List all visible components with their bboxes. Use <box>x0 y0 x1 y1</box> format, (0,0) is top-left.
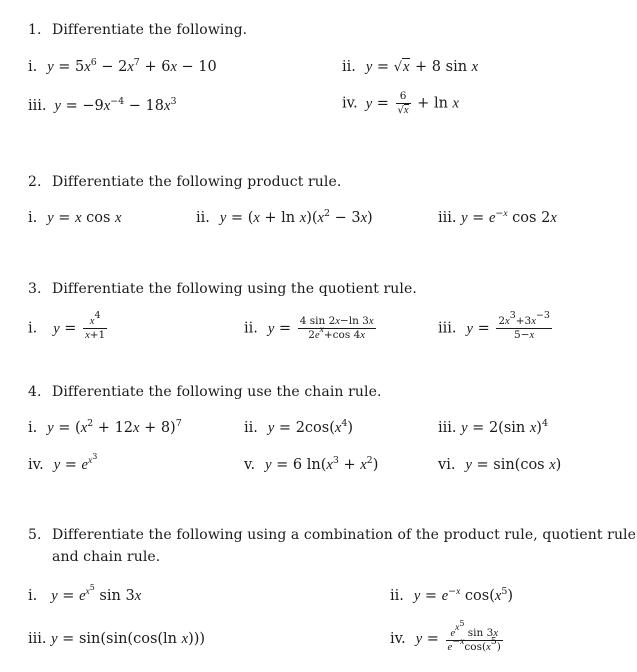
item-label: i. <box>28 59 38 75</box>
item-label: i. <box>28 588 38 604</box>
item-label: ii. <box>390 588 404 604</box>
item-label: ii. <box>244 320 258 337</box>
exercise-1-i: i. $y = 5x^6 - 2x^7 + 6x - 10$ <box>28 57 217 75</box>
exercise-1-iii: iii. $y = -9x^{-4} - 18x^3$ <box>28 96 177 114</box>
item-label: v. <box>244 457 256 473</box>
heading-text: Differentiate the following. <box>52 22 248 38</box>
item-label: i. <box>28 320 38 337</box>
heading-text: Differentiate the following product rule. <box>52 174 342 190</box>
heading-text: Differentiate the following using the quotient rule. <box>52 281 417 297</box>
exercise-3-ii: ii. y = $\frac{4 \sin 2x-\ln 3x}{2e^x+\cos 4x}$ <box>244 315 374 341</box>
section-number: 1. <box>28 22 42 38</box>
item-label: iii. <box>438 320 457 337</box>
item-label: iii. <box>438 420 457 436</box>
item-label: iv. <box>342 95 358 112</box>
section-5-heading-continued: and chain rule. <box>52 549 161 565</box>
item-label: iv. <box>28 457 44 473</box>
item-label: iv. <box>390 631 406 647</box>
item-label: vi. <box>438 457 456 473</box>
item-label: iii. <box>438 210 457 226</box>
exercise-1-ii: ii. y = √x + 8 sin x <box>342 59 479 75</box>
heading-text: Differentiate the following use the chain rule. <box>52 384 382 400</box>
exercise-5-iii: iii. y = sin(sin(cos(ln x))) <box>28 631 206 647</box>
item-label: ii. <box>244 420 258 436</box>
exercise-4-iii: iii. y = 2(sin x)$^4$ <box>438 418 549 436</box>
exercise-4-v: v. y = 6 $\ln(x^3 + x^2)$ <box>244 455 379 473</box>
section-number: 3. <box>28 281 42 297</box>
item-label: iii. <box>28 98 47 114</box>
item-label: ii. <box>196 210 210 226</box>
section-1-heading <box>28 22 247 38</box>
item-label: ii. <box>342 59 356 75</box>
section-5-heading <box>28 527 636 543</box>
exercise-5-iv: iv. y = $\frac{e^{x^5} \sin 3x}{e^{-x}\cos(x^5)}$ <box>390 619 501 653</box>
item-label: i. <box>28 420 38 436</box>
exercise-2-i: i. y = x cos x <box>28 210 122 226</box>
exercise-5-ii: ii. $y = e^{-x}$ $\cos(x^5)$ <box>390 586 514 604</box>
exercise-4-iv: iv. $y = e^{x^3}$ <box>28 452 98 473</box>
item-label: iii. <box>28 631 47 647</box>
section-number: 4. <box>28 384 42 400</box>
exercise-1-iv: iv. y = $\frac{6}{√x}$ + ln x <box>342 90 459 116</box>
section-4-heading <box>28 384 382 400</box>
exercise-2-ii: ii. $y = (x + \ln x)(x^2 - 3x)$ <box>196 208 373 226</box>
exercise-5-i: i. $y = e^{x^5}$ sin 3x <box>28 583 142 604</box>
exercise-4-vi: vi. y = sin(cos x) <box>438 457 562 473</box>
section-number: 5. <box>28 527 42 543</box>
exercise-4-ii: ii. $y = 2\cos(x^4)$ <box>244 418 354 436</box>
heading-text: Differentiate the following using a combination of the product rule, quotient rule <box>52 527 637 543</box>
section-number: 2. <box>28 174 42 190</box>
section-3-heading <box>28 281 417 297</box>
exercise-4-i: i. $y = (x^2 + 12x + 8)^7$ <box>28 418 182 436</box>
exercise-2-iii: iii. $y = e^{-x}$ cos 2x <box>438 208 557 226</box>
exercise-3-iii: iii. y = $\frac{2x^3+3x^{-3}}{5-x}$ <box>438 310 550 341</box>
item-label: i. <box>28 210 38 226</box>
section-2-heading <box>28 174 341 190</box>
exercise-3-i: i. y = $\frac{x^4}{x+1}$ <box>28 310 106 341</box>
